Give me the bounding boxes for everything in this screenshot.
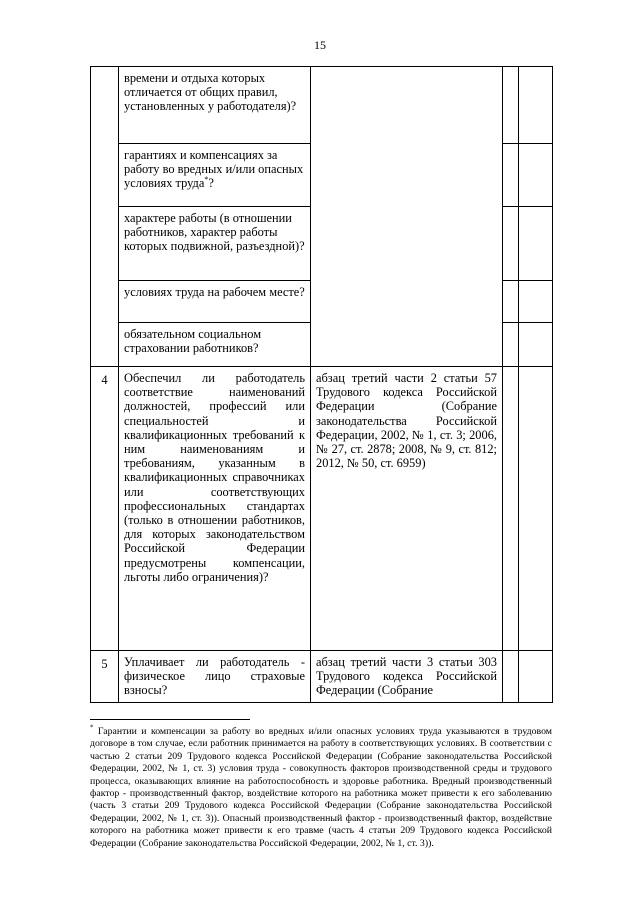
row-number-cell — [91, 67, 119, 367]
answer-cell — [519, 281, 553, 323]
reference-cell — [311, 67, 503, 367]
question-text: обязательном социальном страховании работников? — [124, 327, 262, 356]
answer-cell — [519, 323, 553, 367]
row-number: 4 — [91, 367, 119, 651]
answer-cell — [503, 323, 519, 367]
footnote-marker: * — [204, 175, 209, 185]
question-text: Обеспечил ли работодатель соответствие наименований должностей, профессий или специальностей и квалификационных требований к ним наименованиям и требованиям, указанным в квалификационных справочниках или соответствующих профессиональных стандартах (только в отношении работников, для которых законодательством Российской Федерации предусмотрены компенсации, льготы либо ограничения)? — [124, 371, 305, 584]
page-number: 15 — [314, 38, 326, 52]
reference-text: абзац третий части 2 статьи 57 Трудового кодекса Российской Федерации (Собрание законодательства Российской Федерации, 2002, № 1, ст. 3; 2006, № 27, ст. 2878; 2008, № 9, ст. 812; 2012, № 50, ст. 6959) — [316, 371, 497, 471]
answer-cell — [503, 207, 519, 281]
question-text: условиях труда на рабочем месте? — [124, 285, 305, 299]
question-text: Уплачивает ли работодатель - физическое лицо страховые взносы? — [124, 655, 305, 698]
question-cell — [119, 281, 311, 323]
question-cell — [119, 144, 311, 207]
answer-cell — [503, 651, 519, 703]
reference-text: абзац третий части 3 статьи 303 Трудового кодекса Российской Федерации (Собрание — [316, 655, 497, 698]
checklist-table — [90, 66, 553, 703]
question-cell — [119, 207, 311, 281]
reference-cell — [311, 367, 503, 651]
table-row — [91, 67, 553, 144]
answer-cell — [519, 367, 553, 651]
question-cell — [119, 323, 311, 367]
footnote-divider — [90, 719, 250, 720]
question-text: времени и отдыха которых отличается от общих правил, установленных у работодателя)? — [124, 71, 297, 114]
footnote — [90, 723, 552, 850]
footnote-text: Гарантии и компенсации за работу во вредных и/или опасных условиях труда указываются в трудовом договоре в том случае, если работник принимается на работу в соответствующих условиях. В соответствии с частью 2 статьи 209 Трудового кодекса Российской Федерации (Собрание законодательства Российской Федерации, 2002, № 1, ст. 3) условия труда - совокупность факторов производственной среды и трудового процесса, оказывающих влияние на работоспособность и здоровье работника. Вредный производственный фактор - производственный фактор, воздействие которого на работника может привести к его заболеванию (часть 3 статьи 209 Трудового кодекса Российской Федерации (Собрание законодательства Российской Федерации, 2002, № 1, ст. 3)). Опасный производственный фактор - производственный фактор, воздействие которого на работника может привести к его травме (часть 4 статьи 209 Трудового кодекса Российской Федерации (Собрание законодательства Российской Федерации, 2002, № 1, ст. 3)). — [90, 726, 552, 849]
question-cell — [119, 67, 311, 144]
answer-cell — [503, 367, 519, 651]
footnote-marker: * — [90, 723, 94, 732]
answer-cell — [519, 651, 553, 703]
question-suffix: ? — [208, 176, 214, 191]
answer-cell — [519, 207, 553, 281]
question-cell — [119, 651, 311, 703]
answer-cell — [503, 144, 519, 207]
reference-cell — [311, 651, 503, 703]
table-row — [91, 367, 553, 651]
answer-cell — [519, 144, 553, 207]
answer-cell — [503, 67, 519, 144]
question-cell — [119, 367, 311, 651]
answer-cell — [503, 281, 519, 323]
table-row — [91, 651, 553, 703]
answer-cell — [519, 67, 553, 144]
row-number: 5 — [91, 651, 119, 703]
question-text: характере работы (в отношении работников, характер работы которых подвижной, разъездной)? — [124, 211, 305, 254]
question-text: гарантиях и компенсациях за работу во вредных и/или опасных условиях труда — [124, 148, 304, 191]
